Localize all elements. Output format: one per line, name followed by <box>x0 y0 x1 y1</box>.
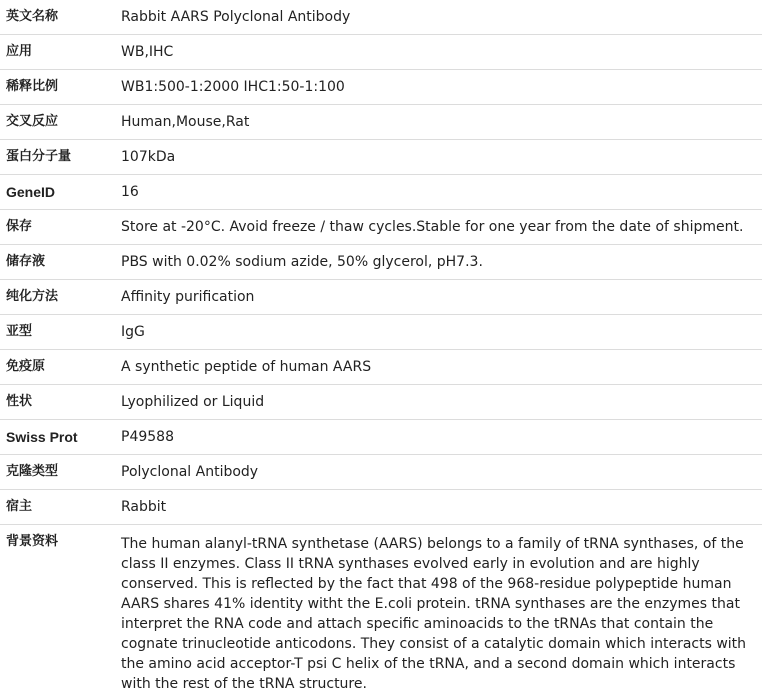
spec-label: 亚型 <box>0 315 115 350</box>
spec-label: 克隆类型 <box>0 455 115 490</box>
spec-row-reactivity <box>0 105 762 140</box>
spec-row-form <box>0 385 762 420</box>
spec-value: Affinity purification <box>115 280 762 315</box>
spec-label: 储存液 <box>0 245 115 280</box>
spec-label: 背景资料 <box>0 525 115 698</box>
spec-label: GeneID <box>0 175 115 210</box>
spec-row-purification <box>0 280 762 315</box>
spec-value: P49588 <box>115 420 762 455</box>
spec-row-buffer <box>0 245 762 280</box>
spec-value: Polyclonal Antibody <box>115 455 762 490</box>
spec-label: 纯化方法 <box>0 280 115 315</box>
spec-row-immunogen <box>0 350 762 385</box>
spec-value: A synthetic peptide of human AARS <box>115 350 762 385</box>
spec-label: 保存 <box>0 210 115 245</box>
spec-row-application <box>0 35 762 70</box>
spec-label: Swiss Prot <box>0 420 115 455</box>
spec-value: WB1:500-1:2000 IHC1:50-1:100 <box>115 70 762 105</box>
spec-value: Rabbit <box>115 490 762 525</box>
spec-value: Human,Mouse,Rat <box>115 105 762 140</box>
spec-row-background <box>0 525 762 698</box>
spec-label: 免疫原 <box>0 350 115 385</box>
spec-label: 英文名称 <box>0 0 115 35</box>
spec-label: 稀释比例 <box>0 70 115 105</box>
spec-value: Store at -20°C. Avoid freeze / thaw cycles.Stable for one year from the date of shipment. <box>115 210 762 245</box>
spec-value: WB,IHC <box>115 35 762 70</box>
spec-row-molecular-weight <box>0 140 762 175</box>
spec-row-swiss-prot <box>0 420 762 455</box>
spec-label: 宿主 <box>0 490 115 525</box>
spec-row-gene-id <box>0 175 762 210</box>
spec-value: Lyophilized or Liquid <box>115 385 762 420</box>
spec-value: IgG <box>115 315 762 350</box>
spec-row-clonality <box>0 455 762 490</box>
spec-row-english-name <box>0 0 762 35</box>
spec-value: PBS with 0.02% sodium azide, 50% glycerol, pH7.3. <box>115 245 762 280</box>
spec-row-dilution <box>0 70 762 105</box>
spec-value: 16 <box>115 175 762 210</box>
spec-label: 交叉反应 <box>0 105 115 140</box>
spec-value: 107kDa <box>115 140 762 175</box>
spec-row-isotype <box>0 315 762 350</box>
spec-row-storage <box>0 210 762 245</box>
spec-value-background: The human alanyl-tRNA synthetase (AARS) belongs to a family of tRNA synthases, of the class II enzymes. Class II tRNA synthases evolved early in evolution and are highly conserved. This is reflected by the fact that 498 of the 968-residue polypeptide human AARS shares 41% identity witht the E.coli protein. tRNA synthases are the enzymes that interpret the RNA code and attach specific aminoacids to the tRNAs that contain the cognate trinucleotide anticodons. They consist of a catalytic domain which interacts with the amino acid acceptor-T psi C helix of the tRNA, and a second domain which interacts with the rest of the tRNA structure. <box>115 525 762 698</box>
spec-label: 蛋白分子量 <box>0 140 115 175</box>
spec-label: 应用 <box>0 35 115 70</box>
spec-row-host <box>0 490 762 525</box>
spec-value: Rabbit AARS Polyclonal Antibody <box>115 0 762 35</box>
spec-label: 性状 <box>0 385 115 420</box>
